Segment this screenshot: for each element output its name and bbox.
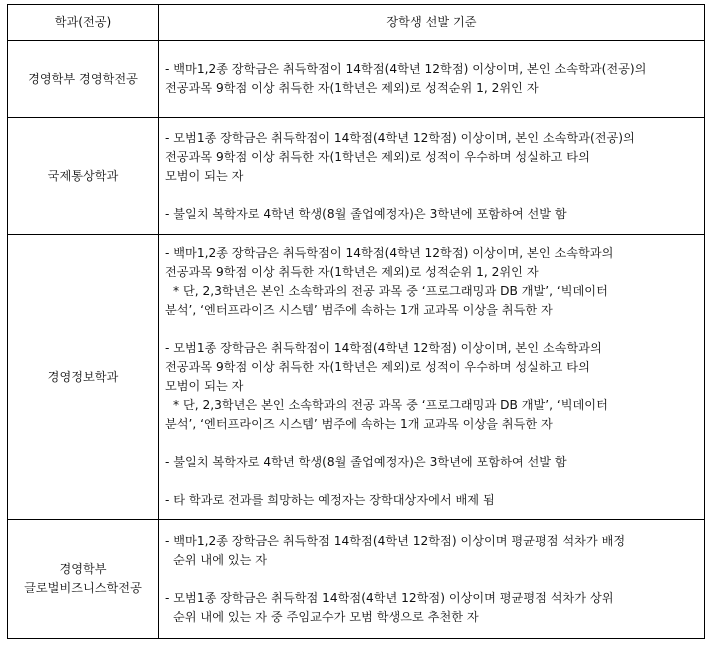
criteria-line: 전공과목 9학점 이상 취득한 자(1학년은 제외)로 성적이 우수하며 성실하고 타의 (165, 149, 590, 164)
header-row (8, 5, 705, 41)
table-row (8, 520, 705, 639)
criteria-paragraph (165, 491, 698, 510)
criteria-line: 분석’, ‘엔터프라이즈 시스템’ 범주에 속하는 1개 교과목 이상을 취득한 자 (165, 303, 553, 317)
criteria-paragraph (165, 205, 698, 224)
criteria-line: 순위 내에 있는 자 (173, 552, 268, 567)
paragraph-spacer (165, 570, 698, 589)
criteria-paragraph (165, 339, 698, 434)
paragraph-spacer (165, 320, 698, 339)
criteria-line: 모범이 되는 자 (165, 379, 244, 393)
criteria-line: 전공과목 9학점 이상 취득한 자(1학년은 제외)로 성적이 우수하며 성실하고 타의 (165, 360, 590, 374)
dept-cell (8, 41, 159, 118)
table-row (8, 118, 705, 235)
criteria-line: 전공과목 9학점 이상 취득한 자(1학년은 제외)로 성적순위 1, 2위인 자 (165, 265, 539, 279)
criteria-line: - 모범1종 장학금은 취득학점 14학점(4학년 12학점) 이상이며 평균평점 석차가 상위 (165, 590, 614, 605)
paragraph-spacer (165, 186, 698, 205)
dept-cell (8, 235, 159, 520)
criteria-note-line: * 단, 2,3학년은 본인 소속학과의 전공 과목 중 ‘프로그래밍과 DB 개발’, ‘빅데이터 (173, 284, 608, 298)
criteria-cell (159, 520, 705, 639)
criteria-line: - 모범1종 장학금은 취득학점이 14학점(4학년 12학점) 이상이며, 본인 소속학과(전공)의 (165, 130, 635, 145)
criteria-cell (159, 235, 705, 520)
criteria-line: 분석’, ‘엔터프라이즈 시스템’ 범주에 속하는 1개 교과목 이상을 취득한 자 (165, 417, 553, 431)
criteria-paragraph (165, 532, 698, 570)
table-row (8, 235, 705, 520)
paragraph-spacer (165, 434, 698, 453)
dept-name: 경영정보학과 (47, 369, 119, 384)
scholarship-criteria-table-wrapper (7, 4, 705, 639)
criteria-line: - 불일치 복학자로 4학년 학생(8월 졸업예정자)은 3학년에 포함하여 선발 함 (165, 455, 567, 469)
criteria-line: - 타 학과로 전과를 희망하는 예정자는 장학대상자에서 배제 됨 (165, 493, 495, 507)
scholarship-criteria-table (7, 4, 705, 639)
criteria-line: 순위 내에 있는 자 중 주임교수가 모범 학생으로 추천한 자 (173, 609, 479, 624)
dept-name: 경영학부 (59, 562, 107, 576)
criteria-paragraph (165, 60, 698, 98)
criteria-paragraph (165, 244, 698, 320)
criteria-line: - 불일치 복학자로 4학년 학생(8월 졸업예정자)은 3학년에 포함하여 선발 함 (165, 206, 567, 221)
dept-name: 경영학부 경영학전공 (28, 71, 138, 86)
header-dept: 학과(전공) (8, 5, 159, 41)
criteria-cell (159, 41, 705, 118)
criteria-paragraph (165, 129, 698, 186)
dept-cell (8, 118, 159, 235)
criteria-line: 전공과목 9학점 이상 취득한 자(1학년은 제외)로 성적순위 1, 2위인 자 (165, 81, 539, 95)
criteria-line: - 백마1,2종 장학금은 취득학점이 14학점(4학년 12학점) 이상이며, 본인 소속학과(전공)의 (165, 62, 647, 76)
paragraph-spacer (165, 472, 698, 491)
criteria-paragraph (165, 589, 698, 627)
header-criteria: 장학생 선발 기준 (159, 5, 705, 41)
criteria-line: - 백마1,2종 장학금은 취득학점 14학점(4학년 12학점) 이상이며 평균평점 석차가 배정 (165, 533, 626, 548)
dept-name: 글로벌비즈니스학전공 (24, 581, 142, 595)
criteria-line: - 백마1,2종 장학금은 취득학점이 14학점(4학년 12학점) 이상이며, 본인 소속학과의 (165, 246, 614, 260)
dept-cell (8, 520, 159, 639)
table-row (8, 41, 705, 118)
criteria-note-line: * 단, 2,3학년은 본인 소속학과의 전공 과목 중 ‘프로그래밍과 DB 개발’, ‘빅데이터 (173, 398, 608, 412)
criteria-paragraph (165, 453, 698, 472)
criteria-line: 모범이 되는 자 (165, 168, 244, 183)
criteria-cell (159, 118, 705, 235)
dept-name: 국제통상학과 (47, 168, 119, 183)
criteria-line: - 모범1종 장학금은 취득학점이 14학점(4학년 12학점) 이상이며, 본인 소속학과의 (165, 341, 602, 355)
